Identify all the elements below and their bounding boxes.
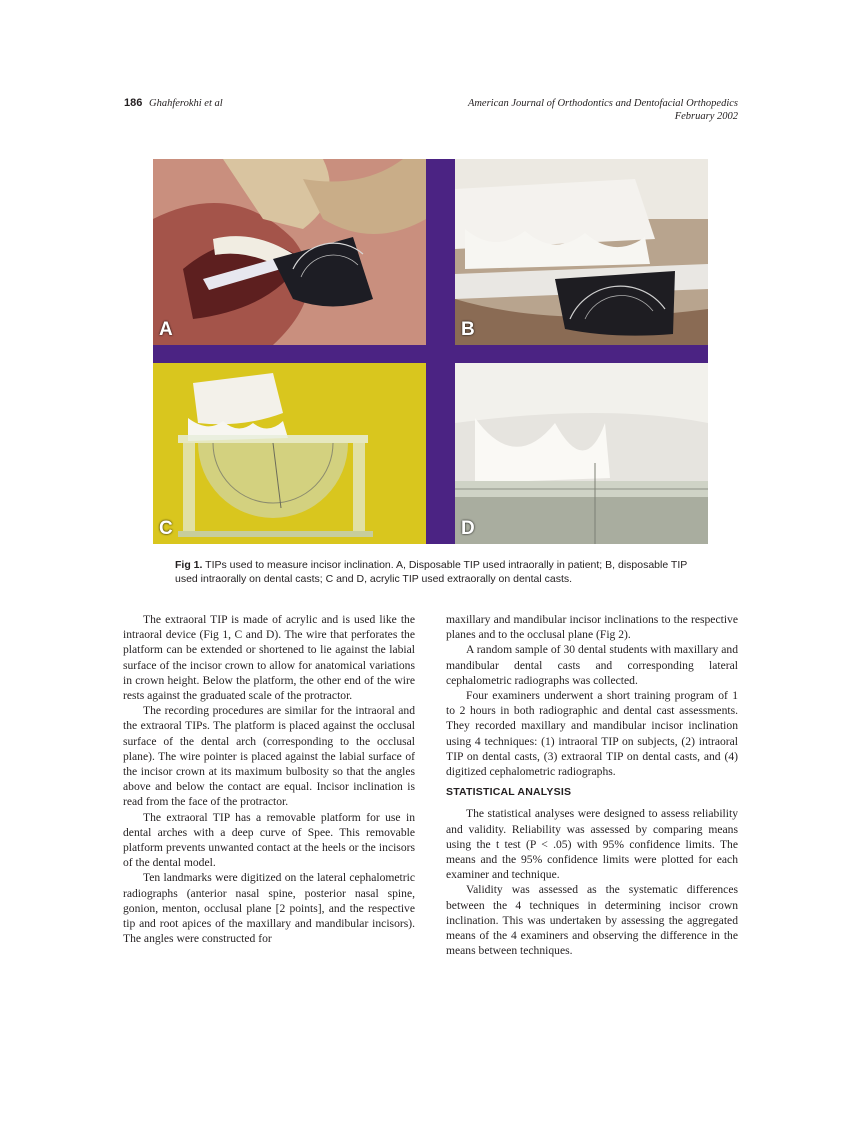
caption-prefix: Fig 1. (175, 559, 203, 571)
body-paragraph: The extraoral TIP is made of acrylic and is used like the intraoral device (Fig 1, C and D). The wire that perforates the platform can be extended or shortened to lie against the labial surface of the incisor crown to allow for anatomical variations in crown height. Below the platform, the other end of the wire rests against the graduated scale of the protractor. (123, 613, 415, 703)
body-paragraph: maxillary and mandibular incisor inclinations to the respective planes and to the occlusal plane (Fig 2). (446, 613, 738, 642)
panel-label-a: A (159, 319, 173, 340)
figure-caption (175, 558, 695, 586)
panel-label-d: D (461, 518, 475, 539)
running-header-right (468, 97, 738, 123)
body-paragraph: Four examiners underwent a short training program of 1 to 2 hours in both radiographic and dental cast assessments. They recorded maxillary and mandibular incisor inclination using 4 techniques: (1) intraoral TIP on subjects, (2) intraoral TIP on dental casts, (3) extraoral TIP on dental casts, and (4) digitized cephalometric radiographs. (446, 689, 738, 779)
section-heading: STATISTICAL ANALYSIS (446, 786, 572, 799)
body-paragraph: The statistical analyses were designed to assess reliability and validity. Reliability was assessed by comparing means using the t test (P < .05) with 95% confidence limits. The means and the 95% confidence limits were plotted for each examiner and technique. (446, 807, 738, 882)
issue-date: February 2002 (674, 111, 738, 122)
body-paragraph: The recording procedures are similar for the intraoral and the extraoral TIPs. The platform is placed against the occlusal surface of the dental arch (corresponding to the occlusal plane). The wire pointer is placed against the labial surface of the incisor crown at its maximum bulbosity so that the angles above and below the contact are equal. Incisor inclination is read from the face of the protractor. (123, 704, 415, 809)
body-paragraph: A random sample of 30 dental students with maxillary and mandibular dental casts and corresponding lateral cephalometric radiographs was collected. (446, 643, 738, 687)
panel-a-photo (153, 159, 426, 345)
body-paragraph: Ten landmarks were digitized on the lateral cephalometric radiographs (anterior nasal spine, posterior nasal spine, gonion, menton, occlusal plane [2 points], and the respective tip and root apices of the maxillary and mandibular incisors). The angles were constructed for (123, 871, 415, 946)
body-paragraph: The extraoral TIP has a removable platform for use in dental arches with a deep curve of Spee. This removable platform prevents unwanted contact at the heels or the incisors of the dental model. (123, 810, 415, 870)
figure-panel-c (153, 363, 426, 544)
panel-b-photo (455, 159, 708, 345)
body-paragraph: Validity was assessed as the systematic differences between the 4 techniques in determining incisor crown inclination. This was undertaken by assessing the aggregated means of the 4 examiners and observing the difference in the means between techniques. (446, 883, 738, 958)
figure-1 (153, 159, 708, 544)
running-authors: Ghahferokhi et al (148, 98, 223, 109)
caption-text: TIPs used to measure incisor inclination. A, Disposable TIP used intraorally in patient; B, disposable TIP used intraorally on dental casts; C and D, acrylic TIP used extraorally on dental casts. (175, 559, 688, 585)
panel-c-photo (153, 363, 426, 544)
figure-panel-a (153, 159, 426, 345)
panel-label-c: C (159, 518, 173, 539)
figure-panel-b (455, 159, 708, 345)
running-header-left (124, 97, 223, 109)
page-number: 186 (124, 97, 143, 109)
journal-name: American Journal of Orthodontics and Dentofacial Orthopedics (467, 98, 738, 109)
panel-d-photo (455, 363, 708, 544)
left-column (123, 612, 415, 946)
panel-label-b: B (461, 319, 475, 340)
right-column (446, 612, 738, 958)
figure-panel-d (455, 363, 708, 544)
